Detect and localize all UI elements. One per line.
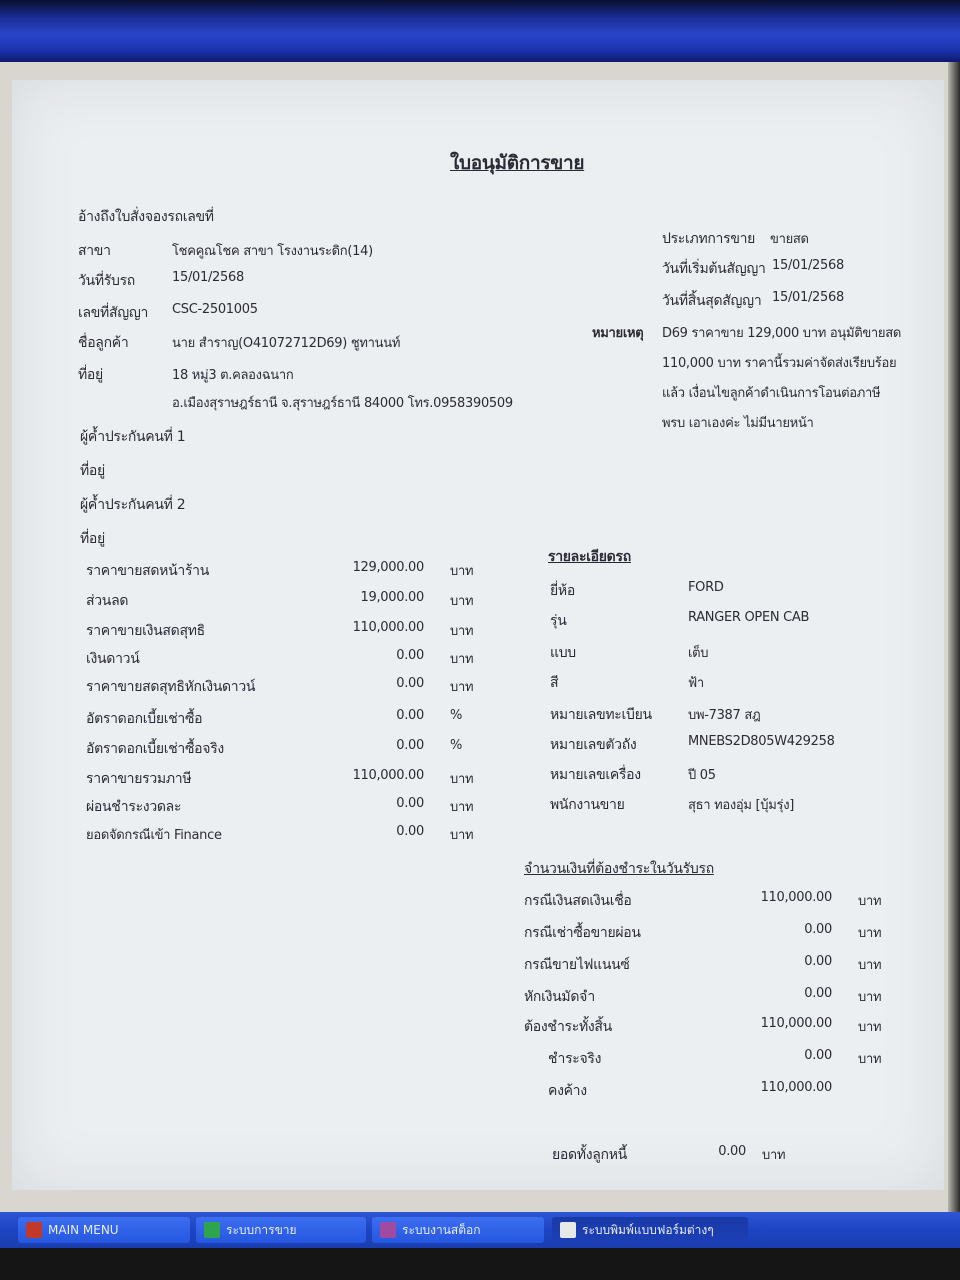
remark-label: หมายเหตุ: [592, 326, 644, 341]
total-debt-unit: บาท: [762, 1148, 786, 1163]
taskbar-item-label: ระบบงานสต็อก: [402, 1223, 481, 1237]
payment-row-value: 0.00: [804, 1048, 832, 1063]
taskbar: [0, 1212, 960, 1248]
window-title-bar: [0, 0, 960, 62]
price-row-unit: บาท: [450, 564, 474, 579]
remark-line-4: พรบ เอาเองค่ะ ไม่มีนายหน้า: [662, 416, 814, 431]
total-debt-value: 0.00: [718, 1144, 746, 1159]
payment-row-value: 0.00: [804, 954, 832, 969]
car-row-value: บพ-7387 สฎ: [688, 708, 761, 723]
price-row-unit: บาท: [450, 772, 474, 787]
price-row-label: ยอดจัดกรณีเข้า Finance: [86, 828, 222, 843]
sales-icon: [204, 1222, 220, 1238]
payment-row-label: หักเงินมัดจำ: [524, 989, 595, 1005]
branch-label: สาขา: [78, 243, 111, 259]
payment-row-value: 0.00: [804, 986, 832, 1001]
price-row-value: 0.00: [396, 738, 424, 753]
contract-no-value: CSC-2501005: [172, 302, 258, 317]
contract-start-label: วันที่เริ่มต้นสัญญา: [662, 261, 766, 277]
contract-start-value: 15/01/2568: [772, 258, 844, 273]
sale-type-label: ประเภทการขาย: [662, 231, 756, 247]
print-icon: [560, 1222, 576, 1238]
guarantor1-label: ผู้ค้ำประกันคนที่ 1: [80, 429, 186, 445]
car-row-label: หมายเลขทะเบียน: [550, 707, 652, 723]
remark-line-1: D69 ราคาขาย 129,000 บาท อนุมัติขายสด: [662, 326, 902, 341]
price-row-label: ราคาขายสดหน้าร้าน: [86, 563, 209, 579]
car-row-label: แบบ: [550, 645, 576, 661]
branch-value: โชคคูณโชค สาขา โรงงานระดิก(14): [172, 244, 373, 259]
price-row-label: ราคาขายรวมภาษี: [86, 771, 192, 787]
price-row-unit: บาท: [450, 652, 474, 667]
price-row-value: 19,000.00: [360, 590, 424, 605]
payment-row-label: กรณีเงินสดเงินเชื่อ: [524, 893, 632, 909]
payment-row-unit: บาท: [858, 990, 882, 1005]
guarantor2-address-label: ที่อยู่: [80, 531, 105, 547]
receive-date-value: 15/01/2568: [172, 270, 244, 285]
payment-row-label: ชำระจริง: [548, 1051, 602, 1067]
price-row-value: 0.00: [396, 824, 424, 839]
customer-value: นาย สำราญ(O41072712D69) ชูทานนท์: [172, 336, 401, 351]
payment-row-value: 110,000.00: [760, 1080, 832, 1095]
payment-row-value: 110,000.00: [760, 890, 832, 905]
guarantor2-label: ผู้ค้ำประกันคนที่ 2: [80, 497, 186, 513]
price-row-value: 110,000.00: [352, 620, 424, 635]
payment-header: จำนวนเงินที่ต้องชำระในวันรับรถ: [524, 861, 714, 877]
price-row-unit: บาท: [450, 680, 474, 695]
payment-row-label: คงค้าง: [548, 1083, 587, 1099]
price-row-label: เงินดาวน์: [86, 651, 140, 667]
price-row-value: 110,000.00: [352, 768, 424, 783]
remark-line-2: 110,000 บาท ราคานี้รวมค่าจัดส่งเรียบร้อย: [662, 356, 897, 371]
price-row-value: 0.00: [396, 708, 424, 723]
payment-row-label: ต้องชำระทั้งสิ้น: [524, 1019, 612, 1035]
window-border: [948, 62, 960, 1212]
car-row-value: สุธา ทองอุ่ม [บุ้มรุ่ง]: [688, 798, 795, 813]
payment-row-value: 0.00: [804, 922, 832, 937]
price-row-label: อัตราดอกเบี้ยเช่าซื้อ: [86, 711, 203, 727]
price-row-label: ส่วนลด: [86, 593, 129, 609]
taskbar-item-print-forms[interactable]: [552, 1217, 748, 1243]
price-row-unit: บาท: [450, 800, 474, 815]
price-row-label: อัตราดอกเบี้ยเช่าซื้อจริง: [86, 741, 224, 757]
price-row-unit: บาท: [450, 624, 474, 639]
payment-row-label: กรณีเช่าซื้อขายผ่อน: [524, 925, 641, 941]
price-row-label: ราคาขายสดสุทธิหักเงินดาวน์: [86, 679, 256, 695]
car-row-value: ฟ้า: [688, 676, 704, 691]
car-row-label: พนักงานขาย: [550, 797, 625, 813]
taskbar-item-label: MAIN MENU: [48, 1223, 119, 1237]
payment-row-unit: บาท: [858, 894, 882, 909]
payment-row-label: กรณีขายไฟแนนซ์: [524, 957, 630, 973]
payment-row-value: 110,000.00: [760, 1016, 832, 1031]
address-label: ที่อยู่: [78, 367, 103, 383]
taskbar-item-main-menu[interactable]: [18, 1217, 190, 1243]
contract-no-label: เลขที่สัญญา: [78, 305, 149, 321]
price-row-unit: บาท: [450, 828, 474, 843]
sale-type-value: ขายสด: [770, 232, 809, 247]
sales-approval-document: [12, 80, 944, 1190]
monitor-bezel: [0, 1248, 960, 1280]
car-row-label: หมายเลขตัวถัง: [550, 737, 637, 753]
receive-date-label: วันที่รับรถ: [78, 273, 135, 289]
price-row-unit: %: [450, 708, 463, 723]
price-row-label: ราคาขายเงินสดสุทธิ: [86, 623, 205, 639]
car-row-label: หมายเลขเครื่อง: [550, 767, 641, 783]
price-row-value: 0.00: [396, 796, 424, 811]
car-row-value: FORD: [688, 580, 724, 595]
car-row-value: เต็บ: [688, 646, 709, 661]
payment-row-unit: บาท: [858, 1052, 882, 1067]
car-row-label: รุ่น: [550, 613, 567, 629]
car-row-label: สี: [550, 675, 559, 691]
address-value: 18 หมู่3 ต.คลองฉนาก: [172, 368, 294, 383]
price-row-value: 129,000.00: [352, 560, 424, 575]
car-details-header: รายละเอียดรถ: [548, 549, 631, 565]
price-row-value: 0.00: [396, 648, 424, 663]
document-title: ใบอนุมัติการขาย: [450, 152, 585, 174]
taskbar-item-stock[interactable]: [372, 1217, 544, 1243]
car-row-value: RANGER OPEN CAB: [688, 610, 810, 625]
taskbar-item-label: ระบบพิมพ์แบบฟอร์มต่างๆ: [582, 1223, 714, 1237]
contract-end-value: 15/01/2568: [772, 290, 844, 305]
payment-row-unit: บาท: [858, 958, 882, 973]
remark-line-3: แล้ว เงื่อนไขลูกค้าดำเนินการโอนต่อภาษี: [662, 386, 881, 401]
total-debt-label: ยอดทั้งลูกหนี้: [552, 1147, 627, 1163]
car-row-label: ยี่ห้อ: [550, 583, 575, 599]
car-row-value: ปี 05: [688, 768, 716, 783]
taskbar-item-label: ระบบการขาย: [226, 1223, 297, 1237]
stock-icon: [380, 1222, 396, 1238]
price-row-unit: บาท: [450, 594, 474, 609]
menu-icon: [26, 1222, 42, 1238]
price-row-value: 0.00: [396, 676, 424, 691]
address-line2: อ.เมืองสุราษฎร์ธานี จ.สุราษฎร์ธานี 84000 โทร.0958390509: [172, 396, 513, 411]
customer-label: ชื่อลูกค้า: [78, 335, 129, 351]
payment-row-unit: บาท: [858, 926, 882, 941]
guarantor1-address-label: ที่อยู่: [80, 463, 105, 479]
price-row-label: ผ่อนชำระงวดละ: [86, 799, 182, 815]
payment-row-unit: บาท: [858, 1020, 882, 1035]
car-row-value: MNEBS2D805W429258: [688, 734, 835, 749]
price-row-unit: %: [450, 738, 463, 753]
taskbar-item-sales[interactable]: [196, 1217, 366, 1243]
contract-end-label: วันที่สิ้นสุดสัญญา: [662, 293, 762, 309]
reference-header: อ้างถึงใบสั่งจองรถเลขที่: [78, 209, 214, 225]
